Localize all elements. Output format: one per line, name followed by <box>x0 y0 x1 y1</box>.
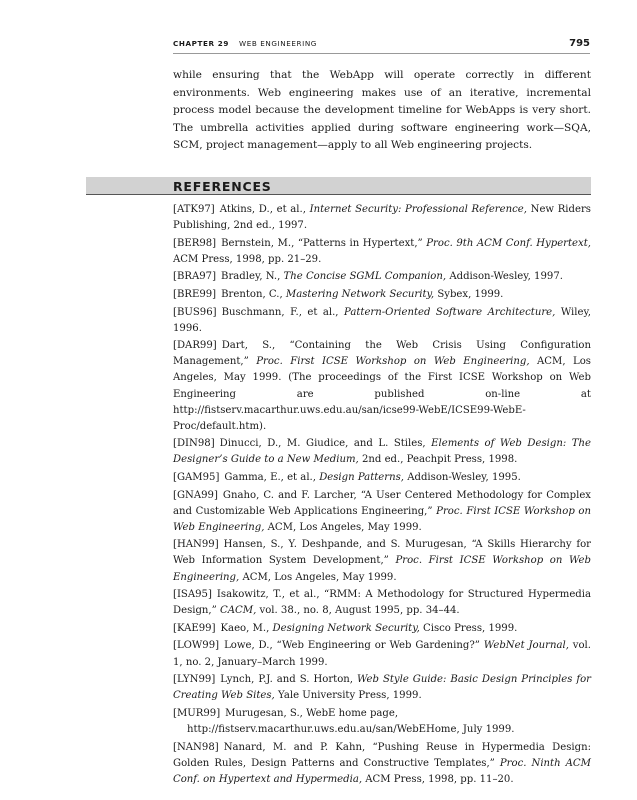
reference-publication: vol. 38., no. 8, August 1995, pp. 34–44. <box>256 605 460 617</box>
reference-title: Elements of Web Design: The Designer’s Guide to a New Medium, <box>173 438 591 466</box>
reference-key: [MUR99] <box>173 707 221 719</box>
references-heading: REFERENCES <box>173 179 272 194</box>
reference-text: Brenton, C., <box>221 288 286 300</box>
reference-text: Bradley, N., <box>221 271 284 283</box>
reference-text: Murugesan, S., WebE home page, <box>225 707 399 719</box>
reference-key: [ATK97] <box>173 204 215 215</box>
reference-title: WebNet Journal, <box>483 640 569 652</box>
reference-publication: ACM, Los Angeles, May 1999. <box>239 571 397 583</box>
reference-key: [DIN98] <box>173 438 215 450</box>
reference-text: Bernstein, M., “Patterns in Hypertext,” <box>221 237 427 249</box>
reference-entry <box>173 621 591 637</box>
reference-entry <box>173 202 591 234</box>
chapter-label <box>173 39 317 48</box>
reference-publication: 2nd ed., Peachpit Press, 1998. <box>358 454 518 466</box>
reference-url: http://fistserv.macarthur.uws.edu.au/san/WebEHome, July 1999. <box>187 723 515 735</box>
reference-key: [GAM95] <box>173 472 220 483</box>
reference-entry <box>173 338 591 435</box>
intro-paragraph: while ensuring that the WebApp will operate correctly in different environments. Web engineering makes use of an iterative, incremental process model because the development timeline for WebApps is very short. The umbrella activities applied during software engineering work—SQA, SCM, project management—apply to all Web engineering projects. <box>173 69 591 151</box>
reference-title: Proc. 9th ACM Conf. Hypertext, <box>426 237 591 249</box>
reference-entry <box>173 269 591 285</box>
reference-publication: Sybex, 1999. <box>434 288 504 300</box>
references-heading-bar <box>86 177 591 194</box>
chapter-number: CHAPTER 29 <box>173 39 229 48</box>
reference-text: Isakowitz, T., et al., “RMM: A Methodology for Structured Hypermedia Design,” <box>173 589 591 617</box>
reference-entry <box>173 638 591 670</box>
reference-entry <box>173 740 591 788</box>
reference-publication: ACM, Los Angeles, May 1999. (The proceedings of the First ICSE Workshop on Web Engineering are published on-line at http://fistserv.macarthur.uws.edu.au/san/icse99-WebE/ICSE99-WebE-Proc/default.htm). <box>173 356 591 432</box>
reference-text: Hansen, S., Y. Deshpande, and S. Murugesan, “A Skills Hierarchy for Web Information System Development,” <box>173 539 591 567</box>
reference-text: Dinucci, D., M. Giudice, and L. Stiles, <box>219 438 432 450</box>
reference-publication: vol. 1, no. 2, January–March 1999. <box>173 640 591 668</box>
reference-entry <box>173 587 591 619</box>
reference-publication: Wiley, 1996. <box>173 306 592 334</box>
reference-text: Atkins, D., et al., <box>219 204 310 215</box>
references-heading-rule <box>86 194 591 195</box>
reference-key: [DAR99] <box>173 340 217 352</box>
reference-entry <box>173 305 591 337</box>
reference-publication: New Riders Publishing, 2nd ed., 1997. <box>173 204 591 232</box>
reference-entry <box>173 537 591 585</box>
reference-entry <box>173 287 591 303</box>
reference-key: [HAN99] <box>173 539 219 551</box>
reference-publication: ACM Press, 1998, pp. 21–29. <box>173 253 322 265</box>
reference-publication: ACM, Los Angeles, May 1999. <box>264 521 422 533</box>
reference-key: [NAN98] <box>173 741 219 753</box>
reference-entry <box>173 436 591 468</box>
reference-text: Nanard, M. and P. Kahn, “Pushing Reuse in Hypermedia Design: Golden Rules, Design Patterns and Constructive Templates,” <box>173 741 591 769</box>
reference-entry <box>173 470 591 486</box>
reference-title: Proc. First ICSE Workshop on Web Engineering, <box>256 356 530 368</box>
reference-title: The Concise SGML Companion, <box>283 271 447 283</box>
reference-publication: Addison-Wesley, 1997. <box>446 271 563 283</box>
reference-key: [BRE99] <box>173 288 217 300</box>
reference-key: [BER98] <box>173 237 217 249</box>
reference-key: [LYN99] <box>173 674 216 686</box>
reference-key: [GNA99] <box>173 489 218 501</box>
reference-text: Dart, S., “Containing the Web Crisis Using Configuration Management,” <box>173 340 591 368</box>
reference-key: [KAE99] <box>173 622 216 634</box>
reference-title: CACM, <box>220 605 257 617</box>
reference-title: Pattern-Oriented Software Architecture, <box>343 306 556 318</box>
reference-title: Design Patterns, <box>319 472 404 483</box>
reference-key: [BRA97] <box>173 271 217 283</box>
reference-entry <box>173 236 591 268</box>
reference-text: Lynch, P.J. and S. Horton, <box>220 674 357 686</box>
reference-text: Lowe, D., “Web Engineering or Web Gardening?” <box>224 640 484 652</box>
reference-title: Internet Security: Professional Reference, <box>309 204 527 215</box>
reference-text: Gamma, E., et al., <box>224 472 320 483</box>
reference-entry <box>173 488 591 536</box>
reference-key: [BUS96] <box>173 306 217 318</box>
reference-title: Designing Network Security, <box>272 622 420 634</box>
reference-publication: Yale University Press, 1999. <box>274 690 422 702</box>
reference-publication: Cisco Press, 1999. <box>419 622 518 634</box>
reference-title: Web Style Guide: Basic Design Principles for Creating Web Sites, <box>173 674 591 702</box>
reference-title: Proc. First ICSE Workshop on Web Engineering, <box>173 505 591 533</box>
header-divider <box>173 53 590 54</box>
reference-entry <box>173 672 591 704</box>
reference-entry <box>173 706 591 738</box>
reference-publication: Addison-Wesley, 1995. <box>404 472 521 483</box>
reference-text: Kaeo, M., <box>220 622 273 634</box>
reference-title: Proc. Ninth ACM Conf. on Hypertext and Hypermedia, <box>173 757 591 785</box>
page-number: 795 <box>569 38 590 49</box>
reference-key: [LOW99] <box>173 640 220 652</box>
running-header <box>173 39 590 53</box>
reference-text: Gnaho, C. and F. Larcher, “A User Centered Methodology for Complex and Customizable Web Applications Engineering,” <box>173 489 591 517</box>
section-title: WEB ENGINEERING <box>238 39 317 48</box>
reference-title: Mastering Network Security, <box>285 288 435 300</box>
reference-key: [ISA95] <box>173 589 212 601</box>
reference-text: Buschmann, F., et al., <box>221 306 344 318</box>
references-list <box>173 202 591 789</box>
reference-title: Proc. First ICSE Workshop on Web Engineering, <box>173 555 591 583</box>
reference-publication: ACM Press, 1998, pp. 11–20. <box>362 773 514 785</box>
